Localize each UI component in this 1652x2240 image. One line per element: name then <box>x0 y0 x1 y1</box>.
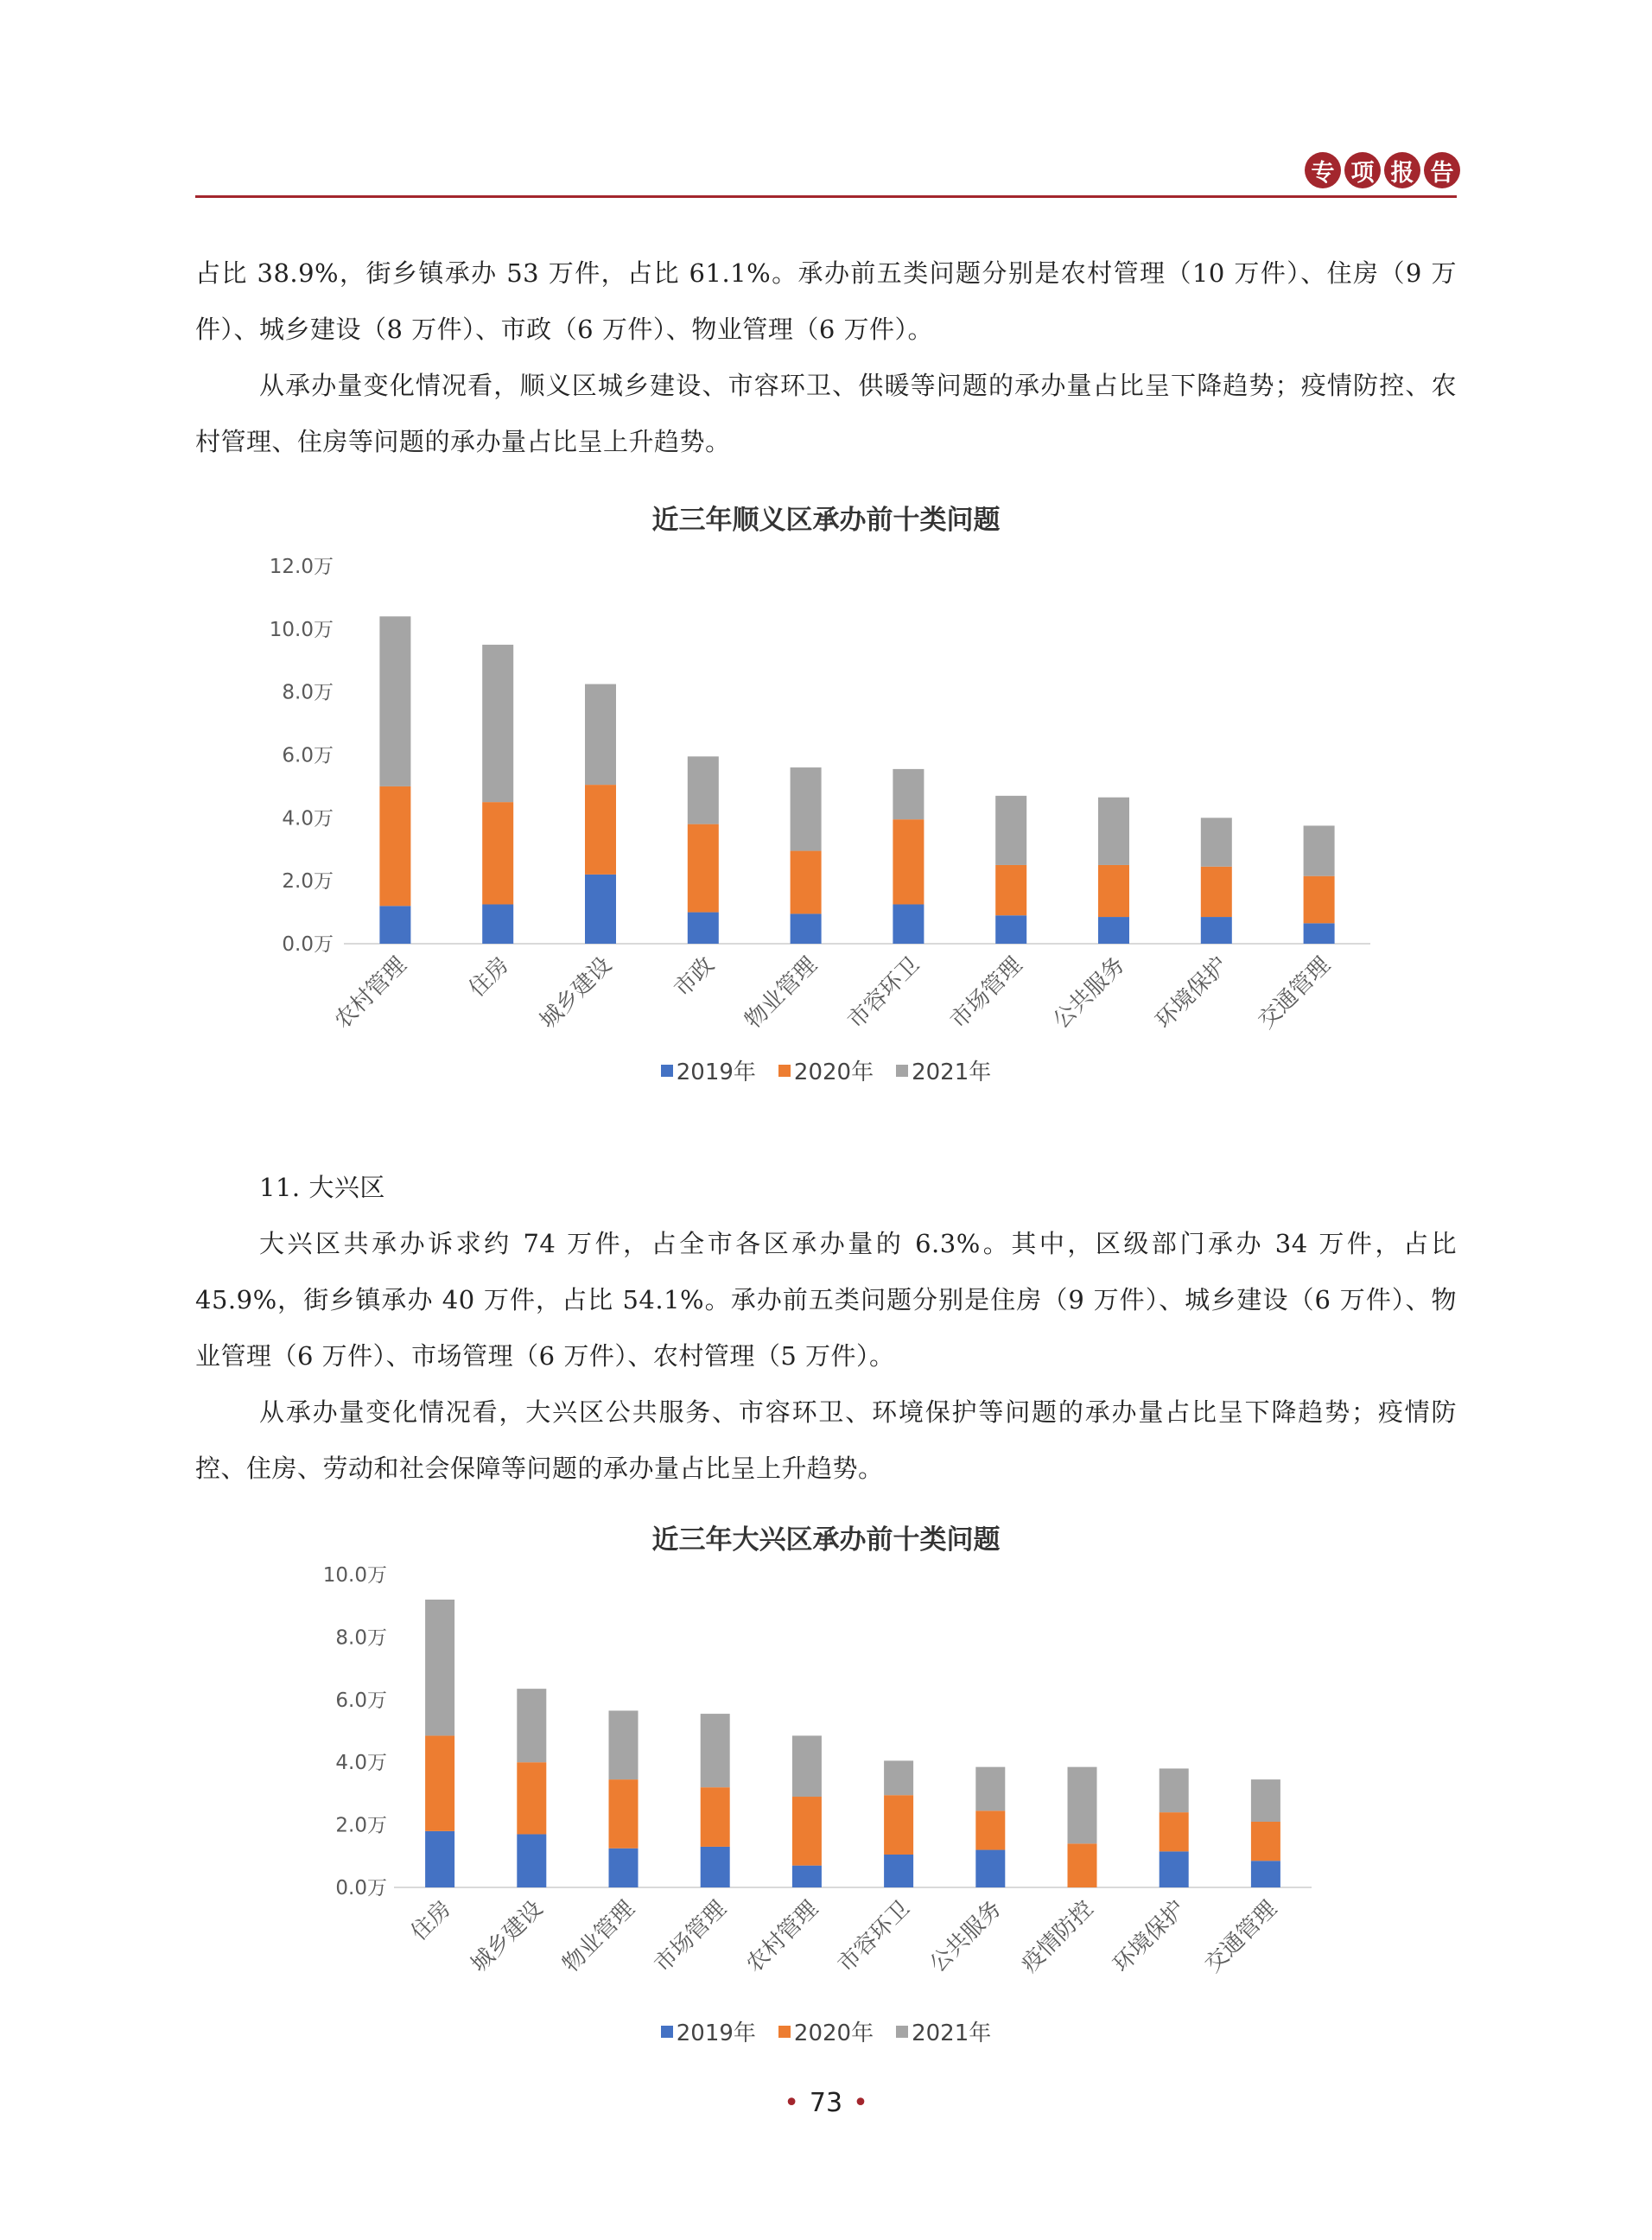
bar-segment-2020年 <box>1068 1843 1097 1887</box>
legend-label: 2019年 <box>676 2020 756 2046</box>
y-tick-label: 10.0万 <box>322 1564 387 1587</box>
legend-label: 2020年 <box>793 2020 874 2046</box>
y-tick-label: 8.0万 <box>335 1626 387 1650</box>
legend-item-2021 <box>896 1054 991 1086</box>
bar-segment-2020年 <box>792 1797 822 1866</box>
paragraph: 从承办量变化情况看，大兴区公共服务、市容环卫、环境保护等问题的承办量占比呈下降趋势；疫情防控、住房、劳动和社会保障等问题的承办量占比呈上升趋势。 <box>195 1397 1457 1483</box>
bar-segment-2021年 <box>482 645 513 802</box>
daxing-stacked-bar-chart <box>195 1512 1457 2065</box>
x-category-label: 城乡建设 <box>466 1895 549 1978</box>
bar-segment-2021年 <box>688 756 719 824</box>
bar-segment-2021年 <box>1304 825 1335 875</box>
bar-segment-2021年 <box>1251 1779 1280 1822</box>
chart-legend <box>195 1054 1457 1086</box>
bar-segment-2019年 <box>1098 917 1129 944</box>
bar-segment-2019年 <box>791 913 822 944</box>
chart-canvas <box>195 493 1457 1046</box>
bar-segment-2019年 <box>585 875 616 944</box>
bar-segment-2020年 <box>517 1762 546 1834</box>
bar-segment-2020年 <box>379 786 410 906</box>
y-tick-label: 4.0万 <box>282 807 334 830</box>
bar-segment-2021年 <box>585 684 616 786</box>
legend-item-2020 <box>778 2015 874 2047</box>
page-number-value: 73 <box>809 2088 843 2118</box>
shunyi-stacked-bar-chart <box>195 493 1457 1098</box>
legend-swatch <box>661 1065 673 1077</box>
bar-segment-2019年 <box>425 1831 454 1887</box>
legend-swatch <box>896 1065 908 1077</box>
bar-segment-2021年 <box>1201 818 1232 866</box>
legend-label: 2021年 <box>912 1060 992 1085</box>
bar-segment-2020年 <box>893 819 924 904</box>
page-number <box>0 2088 1652 2118</box>
x-category-label: 住房 <box>406 1895 457 1946</box>
x-category-label: 市场管理 <box>945 951 1028 1034</box>
bar-segment-2019年 <box>995 915 1026 944</box>
y-tick-label: 2.0万 <box>282 870 334 894</box>
x-category-label: 市场管理 <box>649 1895 732 1978</box>
bar-segment-2021年 <box>884 1760 913 1795</box>
bar-segment-2020年 <box>1201 867 1232 917</box>
bar-segment-2020年 <box>975 1810 1005 1849</box>
bar-segment-2021年 <box>975 1767 1005 1811</box>
bar-segment-2021年 <box>792 1735 822 1797</box>
bar-segment-2020年 <box>1304 876 1335 924</box>
y-tick-label: 4.0万 <box>335 1752 387 1775</box>
legend-item-2021 <box>896 2015 991 2047</box>
y-tick-label: 8.0万 <box>282 681 334 704</box>
x-category-label: 环境保护 <box>1108 1895 1191 1978</box>
legend-swatch <box>661 2026 673 2038</box>
x-category-label: 市政 <box>669 951 720 1002</box>
section-badge-group <box>1305 152 1460 188</box>
paragraph: 大兴区共承办诉求约 74 万件，占全市各区承办量的 6.3%。其中，区级部门承办 34 万件，占比 45.9%，街乡镇承办 40 万件，占比 54.1%。承办前五类问题分别是住房（9 万件）、城乡建设（6 万件）、物业管理（6 万件）、市场管理（6 万件）、农村管理（5 万件）。 <box>195 1229 1457 1371</box>
y-tick-label: 10.0万 <box>269 618 334 641</box>
bar-segment-2020年 <box>1251 1822 1280 1861</box>
bar-segment-2019年 <box>893 904 924 944</box>
bar-segment-2020年 <box>701 1787 730 1847</box>
chart-title: 近三年顺义区承办前十类问题 <box>651 505 1001 536</box>
x-category-label: 交通管理 <box>1253 951 1336 1034</box>
bar-segment-2020年 <box>425 1735 454 1830</box>
page-dot: • <box>784 2088 799 2118</box>
legend-label: 2020年 <box>793 1060 874 1085</box>
bar-segment-2020年 <box>688 824 719 913</box>
page-dot: • <box>853 2088 868 2118</box>
bar-segment-2021年 <box>379 616 410 786</box>
bar-segment-2021年 <box>1160 1768 1189 1812</box>
chart-canvas <box>195 1512 1457 2005</box>
badge-char: 专 <box>1305 152 1341 188</box>
x-category-label: 农村管理 <box>329 951 412 1034</box>
bar-segment-2019年 <box>792 1866 822 1887</box>
bar-segment-2021年 <box>791 767 822 851</box>
bar-segment-2021年 <box>1098 798 1129 865</box>
bar-segment-2019年 <box>1251 1861 1280 1887</box>
bar-segment-2020年 <box>585 785 616 875</box>
bar-segment-2019年 <box>517 1834 546 1887</box>
x-category-label: 公共服务 <box>1048 951 1130 1034</box>
x-category-label: 环境保护 <box>1150 951 1233 1034</box>
bar-segment-2021年 <box>701 1714 730 1787</box>
bar-segment-2019年 <box>1201 917 1232 944</box>
bar-segment-2021年 <box>609 1710 639 1779</box>
badge-char: 告 <box>1424 152 1460 188</box>
bar-segment-2020年 <box>995 865 1026 915</box>
legend-item-2019 <box>661 2015 756 2047</box>
legend-label: 2019年 <box>676 1060 756 1085</box>
x-category-label: 农村管理 <box>741 1895 823 1978</box>
legend-item-2020 <box>778 1054 874 1086</box>
bar-segment-2019年 <box>1304 923 1335 944</box>
x-category-label: 物业管理 <box>557 1895 640 1978</box>
paragraph: 从承办量变化情况看，顺义区城乡建设、市容环卫、供暖等问题的承办量占比呈下降趋势；疫情防控、农村管理、住房等问题的承办量占比呈上升趋势。 <box>195 371 1457 456</box>
paragraph: 占比 38.9%，街乡镇承办 53 万件，占比 61.1%。承办前五类问题分别是农村管理（10 万件）、住房（9 万件）、城乡建设（8 万件）、市政（6 万件）、物业管理（6 万件）。 <box>195 258 1457 344</box>
x-category-label: 市容环卫 <box>842 951 925 1034</box>
bar-segment-2021年 <box>893 769 924 819</box>
bar-segment-2020年 <box>1160 1812 1189 1851</box>
y-tick-label: 0.0万 <box>335 1877 387 1900</box>
badge-char: 项 <box>1344 152 1381 188</box>
bar-segment-2021年 <box>517 1689 546 1762</box>
y-tick-label: 6.0万 <box>282 744 334 767</box>
section-heading: 11. 大兴区 <box>259 1173 385 1202</box>
x-category-label: 城乡建设 <box>535 951 617 1034</box>
x-category-label: 交通管理 <box>1200 1895 1282 1978</box>
x-category-label: 物业管理 <box>740 951 823 1034</box>
y-tick-label: 12.0万 <box>269 556 334 578</box>
badge-char: 报 <box>1384 152 1420 188</box>
y-tick-label: 6.0万 <box>335 1689 387 1712</box>
bar-segment-2020年 <box>791 851 822 914</box>
y-tick-label: 0.0万 <box>282 933 334 956</box>
bar-segment-2021年 <box>995 796 1026 865</box>
y-tick-label: 2.0万 <box>335 1814 387 1837</box>
bar-segment-2019年 <box>379 906 410 944</box>
chart-legend <box>195 2015 1457 2047</box>
x-category-label: 疫情防控 <box>1016 1895 1099 1978</box>
bar-segment-2020年 <box>884 1795 913 1855</box>
bar-segment-2019年 <box>975 1850 1005 1887</box>
bar-segment-2020年 <box>482 802 513 904</box>
chart-title: 近三年大兴区承办前十类问题 <box>651 1524 1001 1556</box>
legend-label: 2021年 <box>912 2020 992 2046</box>
x-category-label: 住房 <box>464 951 515 1002</box>
bar-segment-2019年 <box>688 913 719 944</box>
x-category-label: 市容环卫 <box>833 1895 916 1978</box>
bar-segment-2020年 <box>1098 865 1129 917</box>
bar-segment-2019年 <box>1160 1851 1189 1887</box>
x-category-label: 公共服务 <box>924 1895 1007 1978</box>
legend-item-2019 <box>661 1054 756 1086</box>
header-divider <box>195 195 1457 198</box>
bar-segment-2020年 <box>609 1779 639 1849</box>
bar-segment-2019年 <box>701 1847 730 1887</box>
legend-swatch <box>896 2026 908 2038</box>
bar-segment-2019年 <box>482 904 513 944</box>
bar-segment-2021年 <box>1068 1767 1097 1844</box>
bar-segment-2019年 <box>884 1855 913 1887</box>
bar-segment-2021年 <box>425 1600 454 1735</box>
bar-segment-2019年 <box>609 1849 639 1887</box>
legend-swatch <box>778 2026 791 2038</box>
legend-swatch <box>778 1065 791 1077</box>
